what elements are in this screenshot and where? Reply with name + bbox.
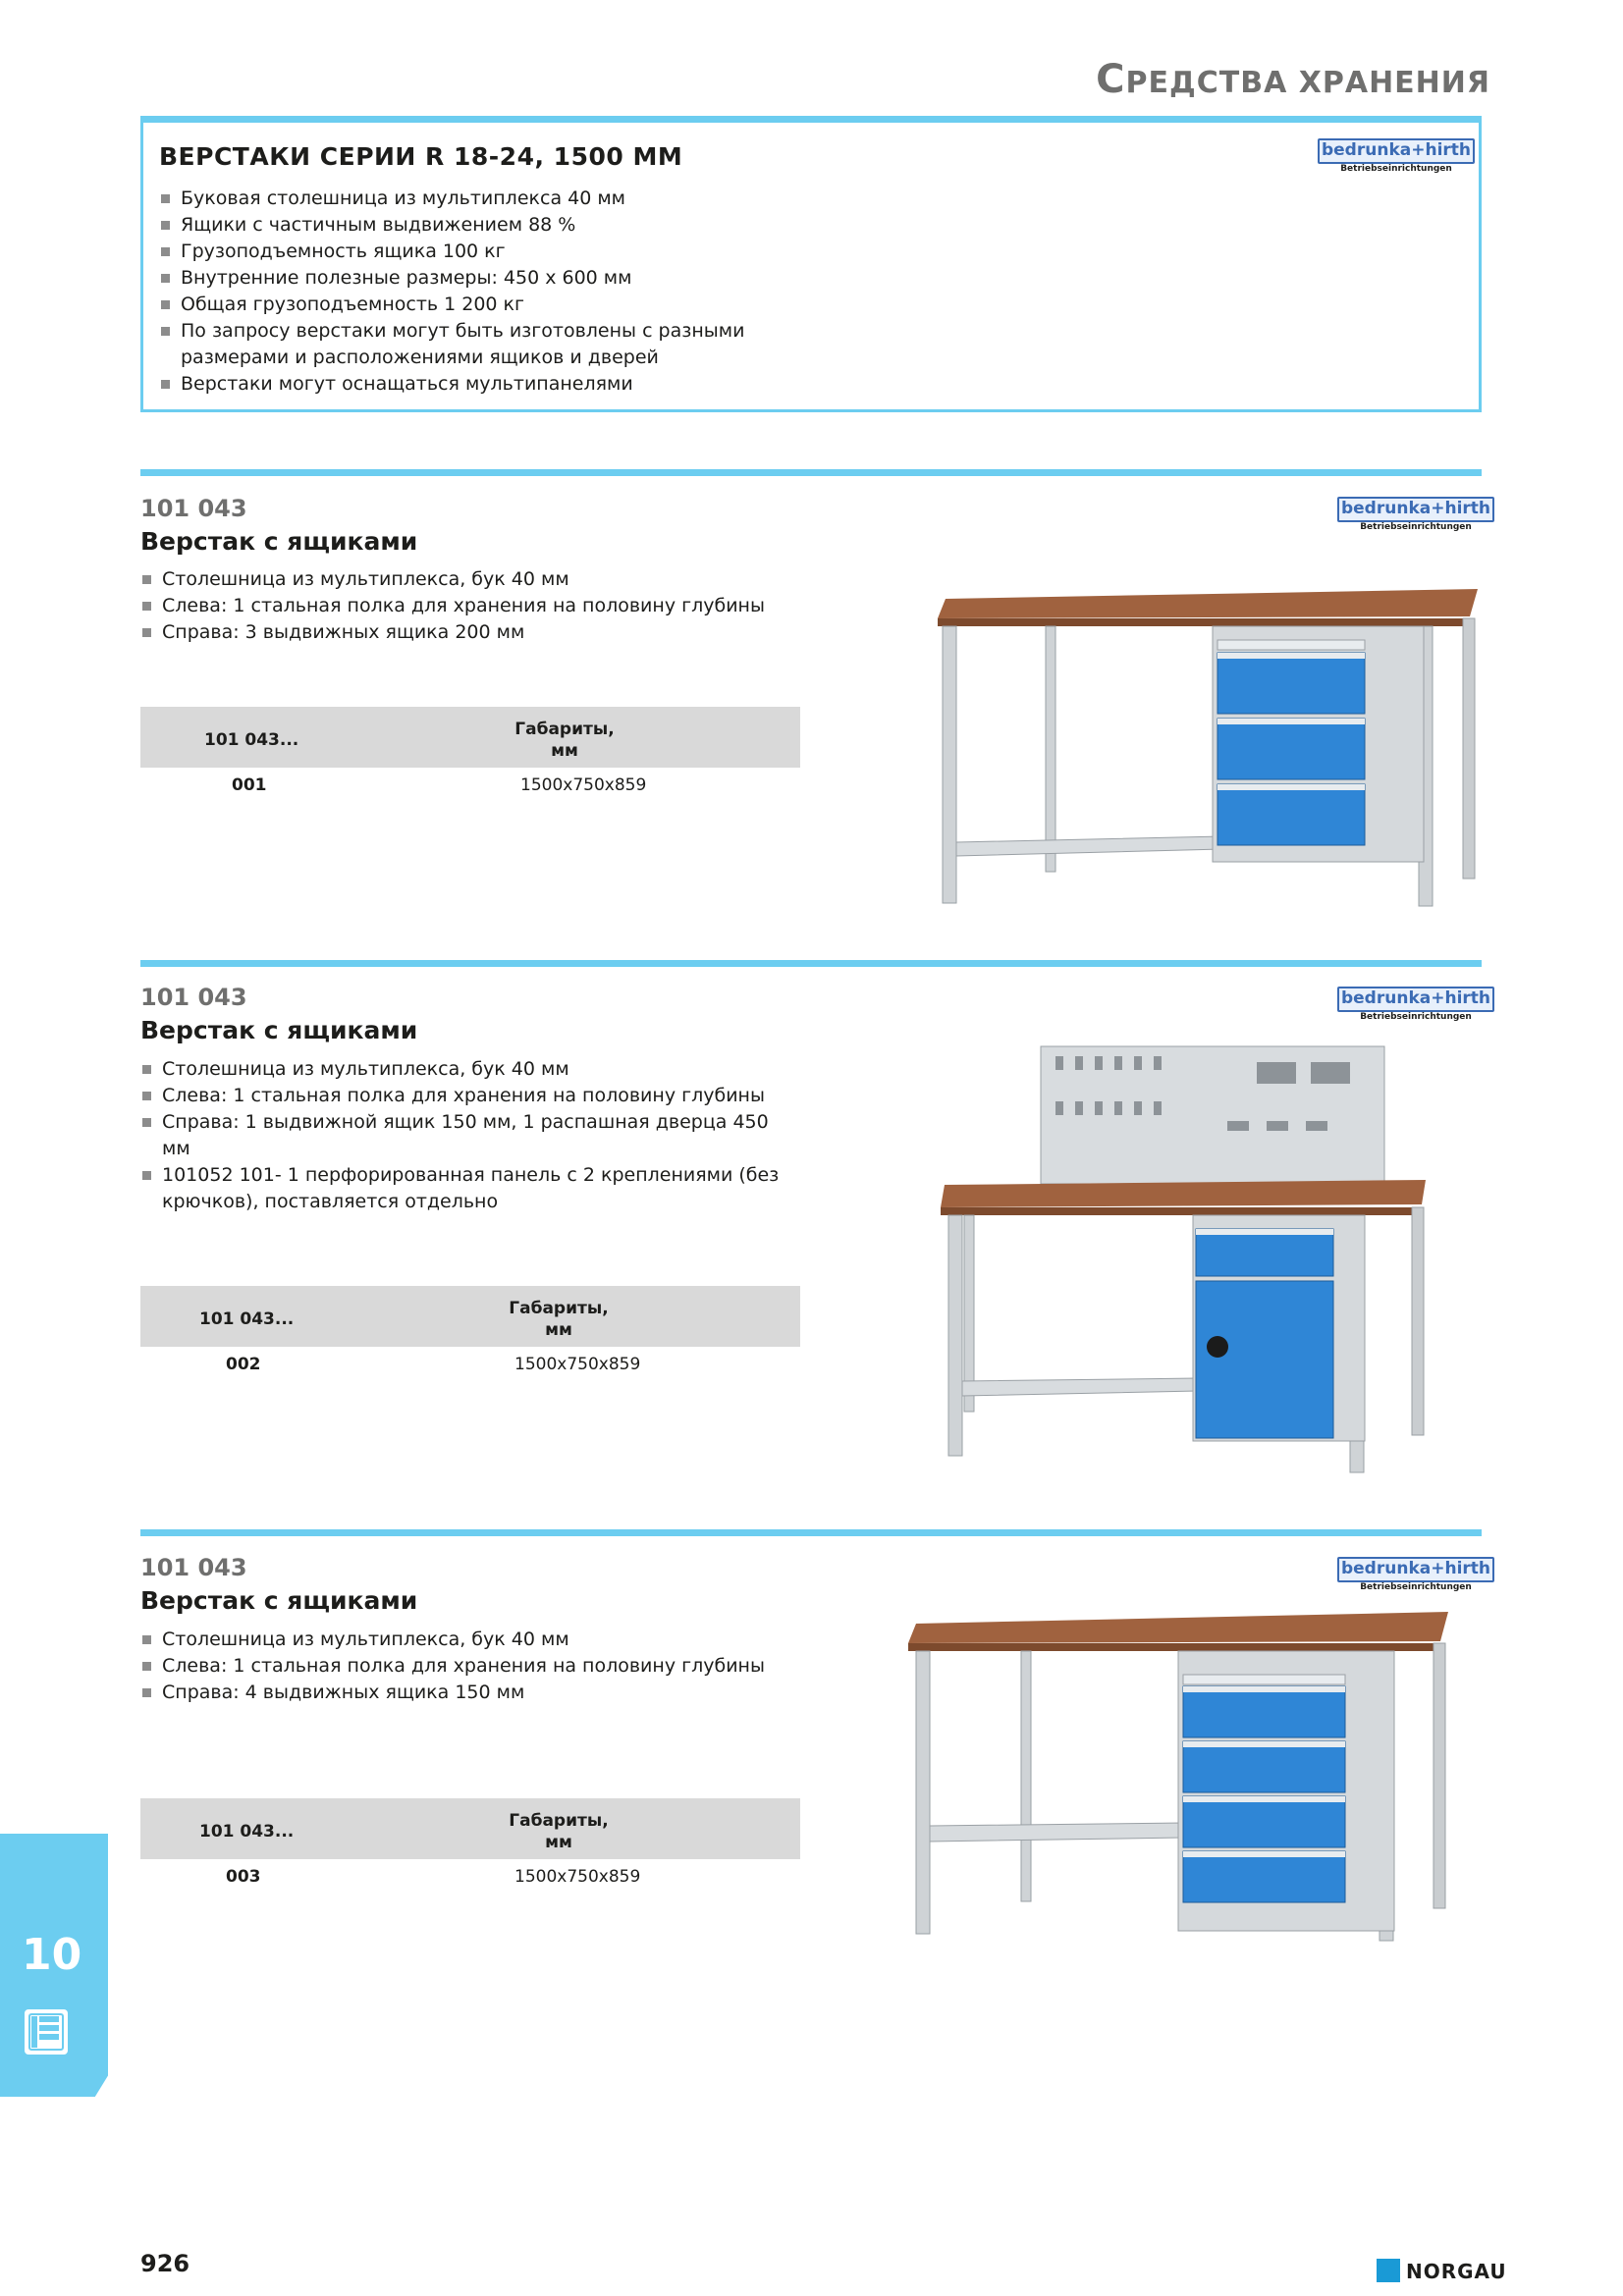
col-dimensions-header: Габариты, мм xyxy=(509,1811,609,1852)
list-item: Столешница из мультиплекса, бук 40 мм xyxy=(140,1056,788,1083)
product-name: Верстак с ящиками xyxy=(140,1016,418,1044)
brand-name: NORGAU xyxy=(1406,2260,1507,2283)
brand-logo: bedrunka+hirth Betriebseinrichtungen xyxy=(1337,1557,1494,1594)
logo-square-icon xyxy=(1377,2259,1400,2282)
section-title: СРЕДСТВА ХРАНЕНИЯ xyxy=(1096,57,1490,102)
list-item: Справа: 3 выдвижных ящика 200 мм xyxy=(140,619,906,646)
list-item: Справа: 4 выдвижных ящика 150 мм xyxy=(140,1680,906,1706)
table-row: 001 1500x750x859 xyxy=(232,775,647,795)
list-item: Верстаки могут оснащаться мультипанелями xyxy=(159,371,846,398)
spec-table-header xyxy=(140,707,800,768)
list-item: 101052 101- 1 перфорированная панель с 2 креплениями (без крючков), поставляется отдельно xyxy=(140,1162,788,1215)
list-item: Слева: 1 стальная полка для хранения на половину глубины xyxy=(140,1083,788,1109)
section-divider xyxy=(140,469,1482,476)
product-name: Верстак с ящиками xyxy=(140,527,418,556)
intro-box xyxy=(140,116,1482,412)
list-item: Столешница из мультиплекса, бук 40 мм xyxy=(140,566,906,593)
spec-table-header xyxy=(140,1286,800,1347)
norgau-logo xyxy=(1377,2256,1507,2285)
article-number: 101 043 xyxy=(140,495,247,522)
brand-logo: bedrunka+hirth Betriebseinrichtungen xyxy=(1318,138,1475,176)
feature-list xyxy=(140,566,906,646)
intro-title: ВЕРСТАКИ СЕРИИ R 18-24, 1500 ММ xyxy=(159,142,683,171)
article-number: 101 043 xyxy=(140,984,247,1011)
intro-feature-list xyxy=(159,186,846,398)
workbench-image xyxy=(898,1602,1448,1946)
list-item: Столешница из мультиплекса, бук 40 мм xyxy=(140,1627,906,1653)
list-item: Грузоподъемность ящика 100 кг xyxy=(159,239,846,265)
col-article-header: 101 043... xyxy=(199,1309,295,1329)
page-number: 926 xyxy=(140,2250,190,2277)
col-article-header: 101 043... xyxy=(204,730,299,750)
list-item: Ящики с частичным выдвижением 88 % xyxy=(159,212,846,239)
section-divider xyxy=(140,1529,1482,1536)
list-item: Буковая столешница из мультиплекса 40 мм xyxy=(159,186,846,212)
list-item: Справа: 1 выдвижной ящик 150 мм, 1 распашная дверца 450 мм xyxy=(140,1109,788,1162)
section-divider xyxy=(140,960,1482,967)
product-name: Верстак с ящиками xyxy=(140,1586,418,1615)
brand-logo: bedrunka+hirth Betriebseinrichtungen xyxy=(1337,987,1494,1024)
table-row: 003 1500x750x859 xyxy=(226,1867,641,1887)
workbench-image xyxy=(928,579,1478,918)
col-article-header: 101 043... xyxy=(199,1822,295,1842)
brand-logo: bedrunka+hirth Betriebseinrichtungen xyxy=(1337,497,1494,534)
list-item: Слева: 1 стальная полка для хранения на половину глубины xyxy=(140,1653,906,1680)
chapter-number: 10 xyxy=(22,1930,82,1980)
list-item: По запросу верстаки могут быть изготовлены с разными размерами и расположениями ящиков и дверей xyxy=(159,318,846,371)
table-row: 002 1500x750x859 xyxy=(226,1355,641,1374)
list-item: Слева: 1 стальная полка для хранения на половину глубины xyxy=(140,593,906,619)
feature-list xyxy=(140,1056,788,1215)
list-item: Внутренние полезные размеры: 450 x 600 мм xyxy=(159,265,846,292)
storage-cabinet-icon xyxy=(22,2006,71,2057)
workbench-with-panel-image xyxy=(933,1042,1434,1474)
col-dimensions-header: Габариты, мм xyxy=(509,1299,609,1340)
feature-list xyxy=(140,1627,906,1706)
spec-table-header xyxy=(140,1798,800,1859)
col-dimensions-header: Габариты, мм xyxy=(514,720,615,761)
list-item: Общая грузоподъемность 1 200 кг xyxy=(159,292,846,318)
article-number: 101 043 xyxy=(140,1554,247,1581)
